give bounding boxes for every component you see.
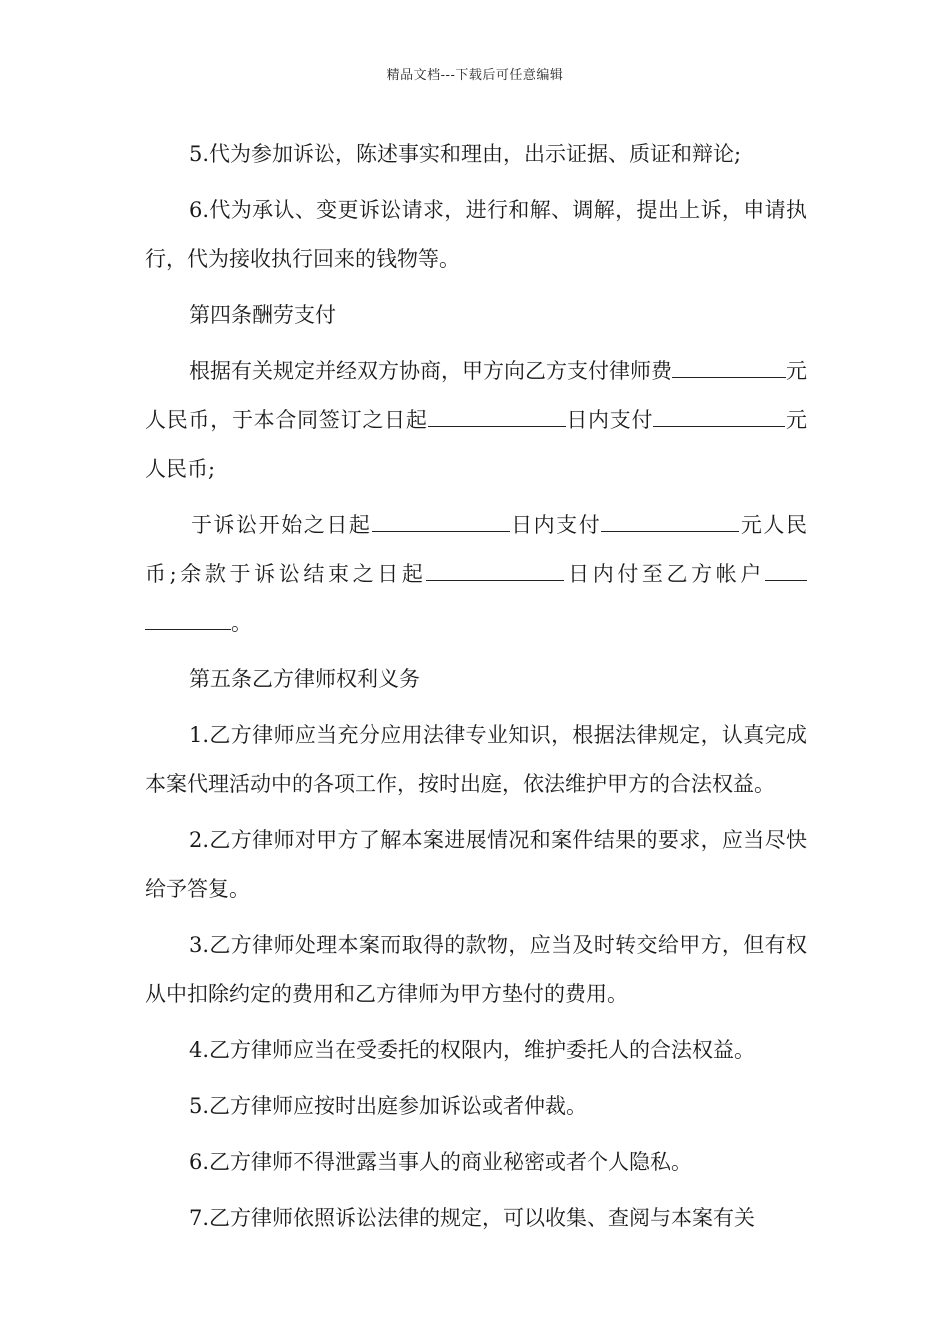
fee-blank-1 <box>672 357 744 378</box>
payment-text-7: 元人民币;余款于诉讼结束之日起 <box>145 513 807 586</box>
days-blank-2 <box>372 511 510 532</box>
payment-text-8: 日内付至乙方帐户 <box>564 562 766 586</box>
payment-text-6: 日内支付 <box>509 513 602 537</box>
lawyer-duty-7: 7.乙方律师依照诉讼法律的规定，可以收集、查阅与本案有关 <box>189 1206 756 1230</box>
payment-text-2: 元人民币，于本合同签订之日起 <box>145 359 807 432</box>
fee-blank-1-cont <box>744 357 786 378</box>
lawyer-duty-2: 2.乙方律师对甲方了解本案进展情况和案件结果的要求，应当尽快给予答复。 <box>145 828 807 901</box>
payment-paragraph-2 <box>145 501 807 648</box>
lawyer-duty-6: 6.乙方律师不得泄露当事人的商业秘密或者个人隐私。 <box>189 1150 693 1174</box>
days-blank-1 <box>428 406 566 427</box>
payment-text-4: 元人民币; <box>145 408 808 481</box>
payment-paragraph-1 <box>145 347 807 494</box>
page-header: 精品文档---下载后可任意编辑 <box>386 68 564 83</box>
document-body <box>145 130 807 1250</box>
lawyer-duty-1: 1.乙方律师应当充分应用法律专业知识，根据法律规定，认真完成本案代理活动中的各项工作，按时出庭，依法维护甲方的合法权益。 <box>145 723 807 796</box>
days-blank-3 <box>426 560 564 581</box>
clause-6-settlement: 6.代为承认、变更诉讼请求，进行和解、调解，提出上诉，申请执行，代为接收执行回来的钱物等。 <box>145 198 807 271</box>
payment-text-5: 于诉讼开始之日起 <box>191 513 372 537</box>
amount-blank-1 <box>653 406 713 427</box>
lawyer-duty-5: 5.乙方律师应按时出庭参加诉讼或者仲裁。 <box>189 1094 588 1118</box>
amount-blank-2 <box>601 511 739 532</box>
section-heading-article-5: 第五条乙方律师权利义务 <box>189 667 420 691</box>
account-blank-cont <box>145 609 231 630</box>
clause-5-litigation: 5.代为参加诉讼，陈述事实和理由，出示证据、质证和辩论; <box>189 142 742 166</box>
payment-text-1: 根据有关规定并经双方协商，甲方向乙方支付律师费 <box>189 359 672 383</box>
lawyer-duty-4: 4.乙方律师应当在受委托的权限内，维护委托人的合法权益。 <box>189 1038 756 1062</box>
account-blank <box>765 560 807 581</box>
lawyer-duty-3: 3.乙方律师处理本案而取得的款物，应当及时转交给甲方，但有权从中扣除约定的费用和乙方律师为甲方垫付的费用。 <box>145 933 807 1006</box>
payment-text-9: 。 <box>231 611 252 635</box>
amount-blank-1-cont <box>713 406 785 427</box>
payment-text-3: 日内支付 <box>565 408 654 432</box>
section-heading-article-4: 第四条酬劳支付 <box>189 303 336 327</box>
